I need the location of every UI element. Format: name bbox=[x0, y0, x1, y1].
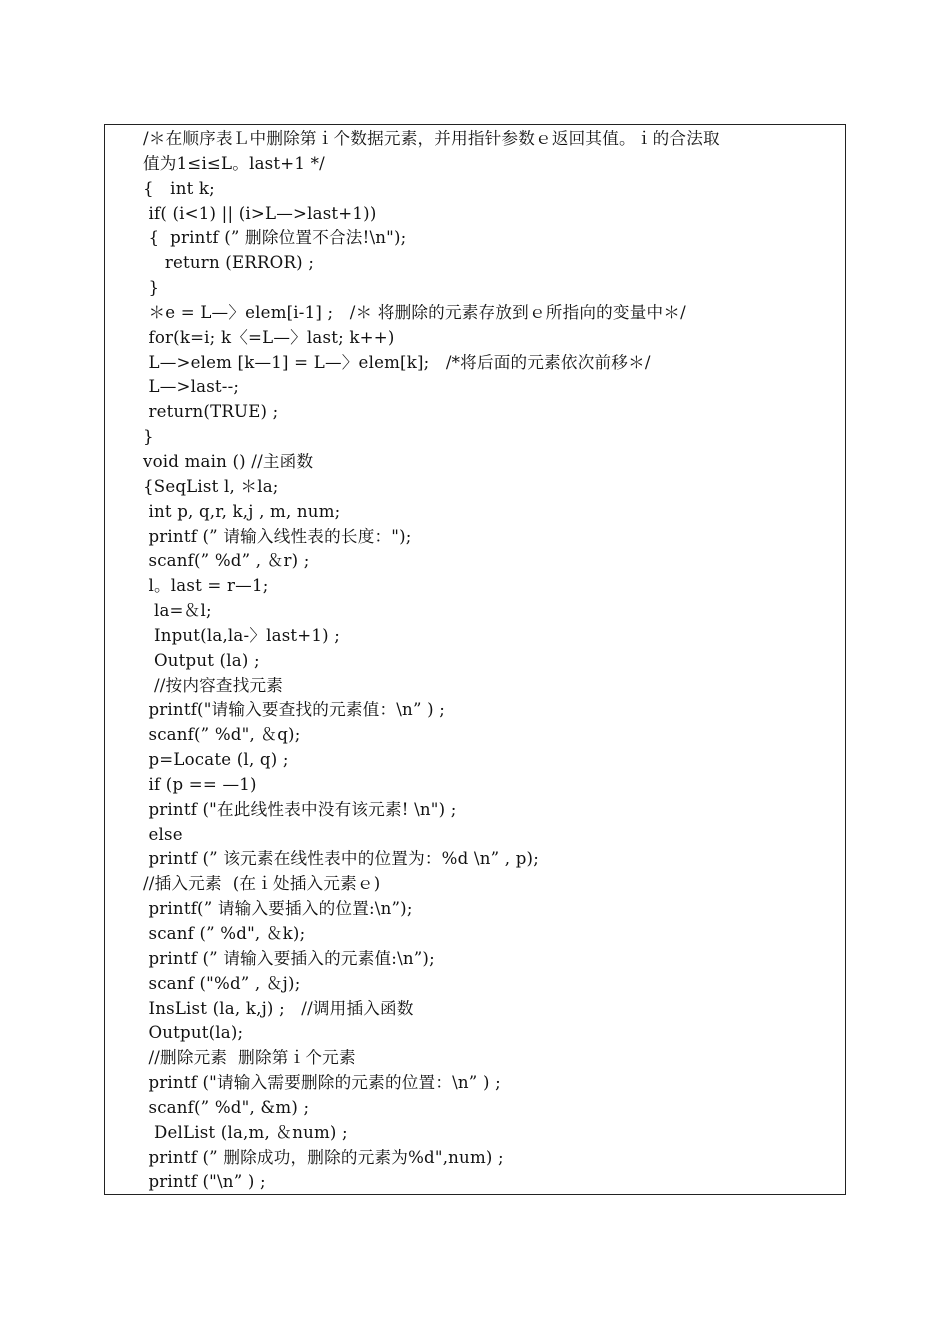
code-line: scanf(” %d", ＆q); bbox=[143, 725, 301, 745]
code-line: la=＆l; bbox=[143, 601, 212, 621]
code-line: printf ("请输入需要删除的元素的位置：\n” ) ; bbox=[143, 1073, 501, 1093]
code-line: void main () //主函数 bbox=[143, 451, 314, 471]
code-line: InsList (la, k,j) ; //调用插入函数 bbox=[143, 998, 414, 1018]
code-line: //按内容查找元素 bbox=[143, 675, 284, 695]
code-line: { int k; bbox=[143, 178, 215, 198]
code-line: Output (la) ; bbox=[143, 650, 260, 670]
code-line: if( (i<1) || (i>L—>last+1)) bbox=[143, 203, 377, 223]
code-line: {SeqList l, ＊la; bbox=[143, 476, 279, 496]
code-line: Output(la); bbox=[143, 1023, 244, 1043]
code-line: return(TRUE) ; bbox=[143, 402, 279, 422]
code-line: L—>elem [k—1] = L—〉elem[k]; /*将后面的元素依次前移＊/ bbox=[143, 352, 651, 372]
code-line: printf (” 该元素在线性表中的位置为：%d \n” , p); bbox=[143, 849, 539, 869]
code-line: //插入元素 (在ｉ处插入元素ｅ) bbox=[143, 874, 381, 894]
code-line: printf (” 请输入要插入的元素值:\n”); bbox=[143, 948, 435, 968]
code-line: Input(la,la-〉last+1) ; bbox=[143, 625, 341, 645]
code-line: return (ERROR) ; bbox=[143, 253, 315, 273]
code-line: for(k=i; k〈=L—〉last; k++) bbox=[143, 327, 395, 347]
code-line: L—>last--; bbox=[143, 377, 240, 397]
code-line: printf ("\n” ) ; bbox=[143, 1172, 266, 1192]
code-listing bbox=[143, 127, 843, 1195]
code-line: scanf (” %d", ＆k); bbox=[143, 924, 306, 943]
code-line: else bbox=[143, 824, 183, 844]
code-line: //删除元素 删除第ｉ个元素 bbox=[143, 1048, 356, 1068]
code-line: scanf(” %d” , ＆r) ; bbox=[143, 551, 310, 571]
code-line: printf("请输入要查找的元素值：\n” ) ; bbox=[143, 700, 446, 720]
code-line: printf ("在此线性表中没有该元素! \n") ; bbox=[143, 799, 457, 819]
code-line: l。last = r—1; bbox=[143, 576, 269, 596]
code-line: ＊e = L—〉elem[i-1] ; /＊ 将删除的元素存放到ｅ所指向的变量中＊/ bbox=[143, 302, 686, 322]
code-line: scanf(” %d", &m) ; bbox=[143, 1097, 310, 1117]
code-line: printf (” 删除成功，删除的元素为%d",num) ; bbox=[143, 1147, 504, 1167]
code-line: if (p == —1) bbox=[143, 774, 257, 794]
code-line: scanf ("%d” , ＆j); bbox=[143, 973, 301, 993]
code-line: printf(” 请输入要插入的位置:\n”); bbox=[143, 899, 413, 919]
code-line: /＊在顺序表Ｌ中删除第ｉ个数据元素，并用指针参数ｅ返回其值。ｉ的合法取 bbox=[143, 129, 720, 148]
code-line: int p, q,r, k,j , m, num; bbox=[143, 501, 341, 521]
code-line: p=Locate (l, q) ; bbox=[143, 750, 289, 770]
code-line: } bbox=[143, 427, 154, 447]
code-line: { printf (” 删除位置不合法!\n"); bbox=[143, 228, 407, 248]
code-line: DelList (la,m, ＆num) ; bbox=[143, 1122, 348, 1142]
code-line: } bbox=[143, 278, 160, 298]
code-line: 值为1≤i≤L。last+1 */ bbox=[143, 153, 325, 173]
code-table-cell bbox=[104, 124, 846, 1195]
code-line: printf (” 请输入线性表的长度："); bbox=[143, 526, 412, 546]
